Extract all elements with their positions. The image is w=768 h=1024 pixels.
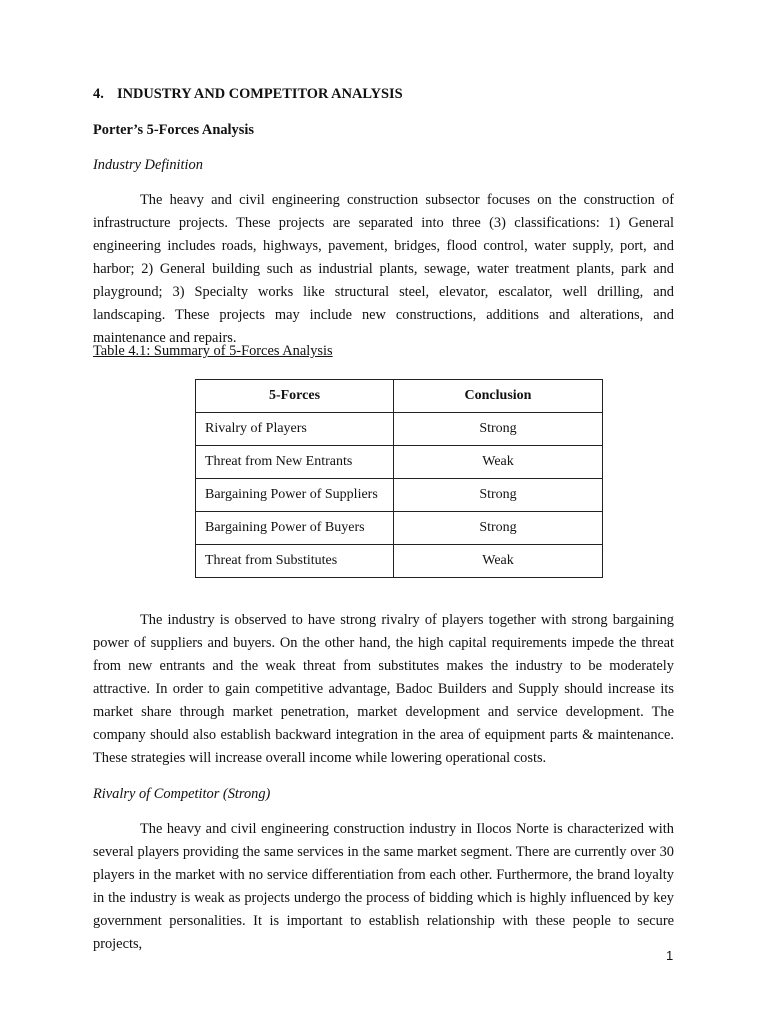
paragraph-industry-definition: The heavy and civil engineering construction subsector focuses on the construction of infrastructure projects. These projects are separated into three (3) classifications: 1) General engineering includes roads, highways, pavement, bridges, flood control, water supply, port, and harbor; 2) General building such as industrial plants, sewage, water treatment plants, park and playground; 3) Specialty works like structural steel, elevator, escalator, well drilling, and landscaping. These projects may include new constructions, additions and alterations, and maintenance and repairs.: [93, 192, 674, 346]
force-name: Threat from New Entrants: [196, 446, 394, 479]
section-title: INDUSTRY AND COMPETITOR ANALYSIS: [117, 86, 403, 102]
force-name: Bargaining Power of Buyers: [196, 512, 394, 545]
table-row: [196, 512, 603, 545]
paragraph-industry-summary: The industry is observed to have strong rivalry of players together with strong bargaining power of suppliers and buyers. On the other hand, the high capital requirements impede the threat from new entrants and the weak threat from substitutes makes the industry to be moderately attractive. In order to gain competitive advantage, Badoc Builders and Supply should increase its market share through market penetration, market development and service development. The company should also establish backward integration in the area of equipment parts & maintenance. These strategies will increase overall income while lowering operational costs.: [93, 612, 674, 766]
page-number: 1: [666, 948, 674, 963]
force-name: Rivalry of Players: [196, 413, 394, 446]
force-conclusion: Weak: [394, 446, 603, 479]
five-forces-table: [195, 379, 603, 578]
force-conclusion: Strong: [394, 413, 603, 446]
table-row: [196, 479, 603, 512]
rivalry-heading: Rivalry of Competitor (Strong): [93, 786, 271, 802]
table-caption: Table 4.1: Summary of 5-Forces Analysis: [93, 343, 333, 359]
table-header-row: [196, 380, 603, 413]
table-header-conclusion: Conclusion: [394, 380, 603, 413]
table-row: [196, 545, 603, 578]
force-name: Threat from Substitutes: [196, 545, 394, 578]
paragraph-rivalry: The heavy and civil engineering construction industry in Ilocos Norte is characterized with several players providing the same services in the same market segment. There are currently over 30 players in the market with no service differentiation from each other. Furthermore, the brand loyalty in the industry is weak as projects undergo the process of bidding which is highly influenced by key government personalities. It is important to establish relationship with these people to secure projects,: [93, 821, 674, 952]
subsection-heading: Porter’s 5-Forces Analysis: [93, 122, 254, 138]
table-row: [196, 446, 603, 479]
force-name: Bargaining Power of Suppliers: [196, 479, 394, 512]
table-row: [196, 413, 603, 446]
industry-definition-heading: Industry Definition: [93, 157, 203, 173]
force-conclusion: Strong: [394, 479, 603, 512]
section-number: 4.: [93, 86, 104, 102]
table-header-forces: 5-Forces: [196, 380, 394, 413]
force-conclusion: Strong: [394, 512, 603, 545]
force-conclusion: Weak: [394, 545, 603, 578]
section-heading: [93, 86, 403, 103]
